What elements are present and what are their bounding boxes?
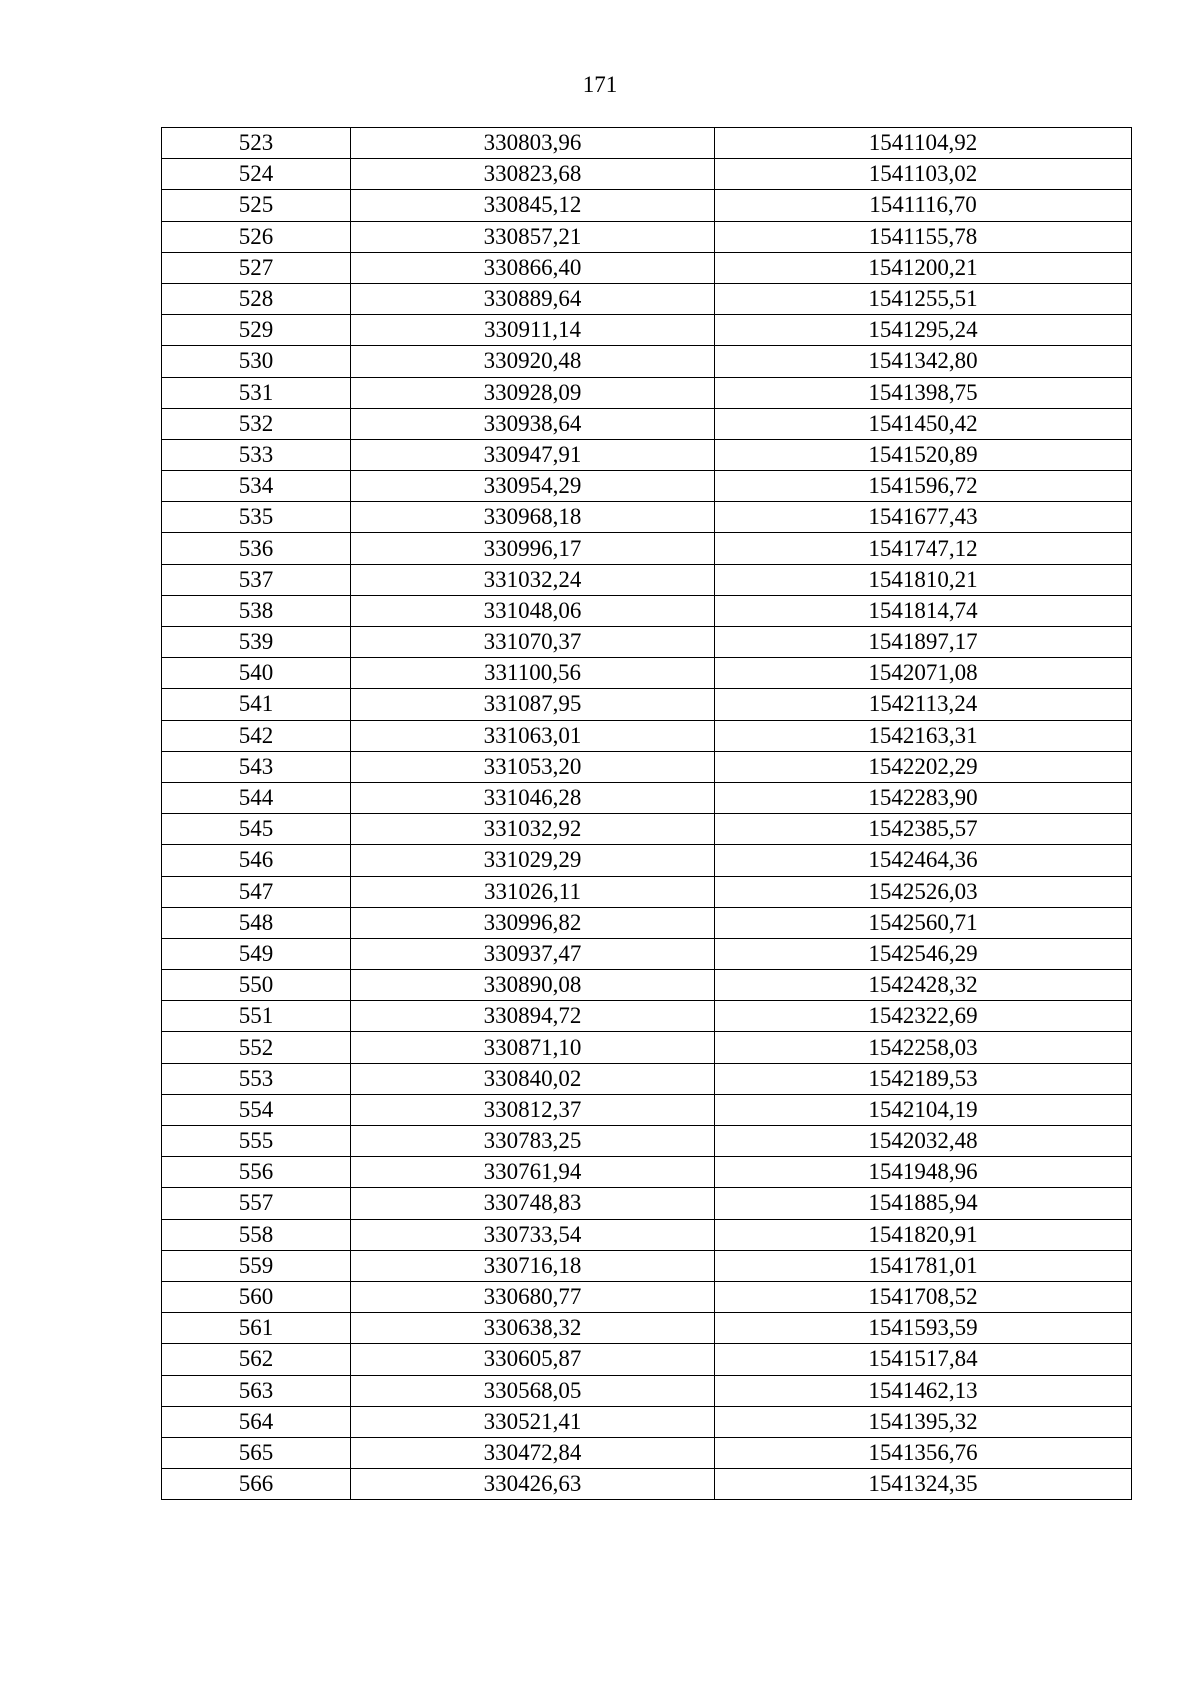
point-number-cell: 536: [162, 533, 351, 564]
table-row: [162, 1063, 1132, 1094]
y-coordinate-cell: 1541747,12: [715, 533, 1132, 564]
y-coordinate-cell: 1542189,53: [715, 1063, 1132, 1094]
x-coordinate-cell: 330812,37: [351, 1094, 715, 1125]
x-coordinate-cell: 330857,21: [351, 221, 715, 252]
point-number-cell: 548: [162, 907, 351, 938]
y-coordinate-cell: 1541104,92: [715, 128, 1132, 159]
x-coordinate-cell: 331053,20: [351, 751, 715, 782]
point-number-cell: 540: [162, 658, 351, 689]
point-number-cell: 554: [162, 1094, 351, 1125]
table-row: [162, 408, 1132, 439]
y-coordinate-cell: 1541103,02: [715, 159, 1132, 190]
y-coordinate-cell: 1542071,08: [715, 658, 1132, 689]
y-coordinate-cell: 1541155,78: [715, 221, 1132, 252]
y-coordinate-cell: 1542163,31: [715, 720, 1132, 751]
y-coordinate-cell: 1541810,21: [715, 564, 1132, 595]
table-row: [162, 595, 1132, 626]
table-row: [162, 1157, 1132, 1188]
y-coordinate-cell: 1541295,24: [715, 315, 1132, 346]
x-coordinate-cell: 331029,29: [351, 845, 715, 876]
y-coordinate-cell: 1541395,32: [715, 1406, 1132, 1437]
point-number-cell: 560: [162, 1281, 351, 1312]
table-row: [162, 814, 1132, 845]
x-coordinate-cell: 331026,11: [351, 876, 715, 907]
x-coordinate-cell: 331032,92: [351, 814, 715, 845]
y-coordinate-cell: 1541948,96: [715, 1157, 1132, 1188]
table-row: [162, 1313, 1132, 1344]
table-row: [162, 377, 1132, 408]
table-row: [162, 876, 1132, 907]
x-coordinate-cell: 330947,91: [351, 439, 715, 470]
y-coordinate-cell: 1542104,19: [715, 1094, 1132, 1125]
x-coordinate-cell: 330605,87: [351, 1344, 715, 1375]
y-coordinate-cell: 1542032,48: [715, 1126, 1132, 1157]
point-number-cell: 529: [162, 315, 351, 346]
point-number-cell: 564: [162, 1406, 351, 1437]
x-coordinate-cell: 330996,82: [351, 907, 715, 938]
x-coordinate-cell: 330716,18: [351, 1250, 715, 1281]
x-coordinate-cell: 330748,83: [351, 1188, 715, 1219]
x-coordinate-cell: 330889,64: [351, 283, 715, 314]
table-row: [162, 315, 1132, 346]
x-coordinate-cell: 331063,01: [351, 720, 715, 751]
x-coordinate-cell: 331087,95: [351, 689, 715, 720]
y-coordinate-cell: 1541324,35: [715, 1469, 1132, 1500]
point-number-cell: 566: [162, 1469, 351, 1500]
table-row: [162, 190, 1132, 221]
x-coordinate-cell: 331046,28: [351, 782, 715, 813]
table-row: [162, 159, 1132, 190]
point-number-cell: 533: [162, 439, 351, 470]
x-coordinate-cell: 330938,64: [351, 408, 715, 439]
x-coordinate-cell: 330680,77: [351, 1281, 715, 1312]
point-number-cell: 537: [162, 564, 351, 595]
y-coordinate-cell: 1541593,59: [715, 1313, 1132, 1344]
x-coordinate-cell: 330968,18: [351, 502, 715, 533]
point-number-cell: 555: [162, 1126, 351, 1157]
table-row: [162, 658, 1132, 689]
point-number-cell: 527: [162, 252, 351, 283]
y-coordinate-cell: 1541814,74: [715, 595, 1132, 626]
point-number-cell: 526: [162, 221, 351, 252]
x-coordinate-cell: 330840,02: [351, 1063, 715, 1094]
y-coordinate-cell: 1542464,36: [715, 845, 1132, 876]
y-coordinate-cell: 1541517,84: [715, 1344, 1132, 1375]
y-coordinate-cell: 1542546,29: [715, 938, 1132, 969]
table-row: [162, 907, 1132, 938]
table-row: [162, 1250, 1132, 1281]
table-row: [162, 1469, 1132, 1500]
y-coordinate-cell: 1541356,76: [715, 1437, 1132, 1468]
y-coordinate-cell: 1541520,89: [715, 439, 1132, 470]
table-row: [162, 128, 1132, 159]
point-number-cell: 552: [162, 1032, 351, 1063]
point-number-cell: 535: [162, 502, 351, 533]
table-row: [162, 627, 1132, 658]
point-number-cell: 525: [162, 190, 351, 221]
table-row: [162, 502, 1132, 533]
x-coordinate-cell: 330472,84: [351, 1437, 715, 1468]
table-row: [162, 564, 1132, 595]
x-coordinate-cell: 330733,54: [351, 1219, 715, 1250]
y-coordinate-cell: 1542526,03: [715, 876, 1132, 907]
point-number-cell: 530: [162, 346, 351, 377]
point-number-cell: 565: [162, 1437, 351, 1468]
y-coordinate-cell: 1541116,70: [715, 190, 1132, 221]
point-number-cell: 523: [162, 128, 351, 159]
point-number-cell: 558: [162, 1219, 351, 1250]
x-coordinate-cell: 330890,08: [351, 970, 715, 1001]
point-number-cell: 539: [162, 627, 351, 658]
point-number-cell: 547: [162, 876, 351, 907]
point-number-cell: 542: [162, 720, 351, 751]
x-coordinate-cell: 331048,06: [351, 595, 715, 626]
x-coordinate-cell: 330996,17: [351, 533, 715, 564]
y-coordinate-cell: 1541398,75: [715, 377, 1132, 408]
table-row: [162, 1126, 1132, 1157]
table-row: [162, 346, 1132, 377]
point-number-cell: 545: [162, 814, 351, 845]
y-coordinate-cell: 1541885,94: [715, 1188, 1132, 1219]
table-row: [162, 1281, 1132, 1312]
point-number-cell: 561: [162, 1313, 351, 1344]
point-number-cell: 531: [162, 377, 351, 408]
table-row: [162, 938, 1132, 969]
coordinates-table: [161, 127, 1132, 1500]
x-coordinate-cell: 330803,96: [351, 128, 715, 159]
point-number-cell: 563: [162, 1375, 351, 1406]
y-coordinate-cell: 1542113,24: [715, 689, 1132, 720]
point-number-cell: 543: [162, 751, 351, 782]
x-coordinate-cell: 331070,37: [351, 627, 715, 658]
y-coordinate-cell: 1541781,01: [715, 1250, 1132, 1281]
y-coordinate-cell: 1542560,71: [715, 907, 1132, 938]
point-number-cell: 553: [162, 1063, 351, 1094]
x-coordinate-cell: 330783,25: [351, 1126, 715, 1157]
table-row: [162, 283, 1132, 314]
x-coordinate-cell: 330920,48: [351, 346, 715, 377]
table-row: [162, 1406, 1132, 1437]
point-number-cell: 557: [162, 1188, 351, 1219]
point-number-cell: 549: [162, 938, 351, 969]
x-coordinate-cell: 330426,63: [351, 1469, 715, 1500]
point-number-cell: 546: [162, 845, 351, 876]
table-row: [162, 1001, 1132, 1032]
y-coordinate-cell: 1541820,91: [715, 1219, 1132, 1250]
y-coordinate-cell: 1541708,52: [715, 1281, 1132, 1312]
point-number-cell: 556: [162, 1157, 351, 1188]
table-row: [162, 1094, 1132, 1125]
x-coordinate-cell: 330928,09: [351, 377, 715, 408]
table-row: [162, 751, 1132, 782]
x-coordinate-cell: 330568,05: [351, 1375, 715, 1406]
x-coordinate-cell: 330911,14: [351, 315, 715, 346]
point-number-cell: 534: [162, 471, 351, 502]
x-coordinate-cell: 330871,10: [351, 1032, 715, 1063]
table-row: [162, 1219, 1132, 1250]
y-coordinate-cell: 1541897,17: [715, 627, 1132, 658]
table-row: [162, 533, 1132, 564]
y-coordinate-cell: 1541462,13: [715, 1375, 1132, 1406]
point-number-cell: 562: [162, 1344, 351, 1375]
point-number-cell: 528: [162, 283, 351, 314]
table-row: [162, 1375, 1132, 1406]
y-coordinate-cell: 1541342,80: [715, 346, 1132, 377]
x-coordinate-cell: 330761,94: [351, 1157, 715, 1188]
point-number-cell: 532: [162, 408, 351, 439]
x-coordinate-cell: 330954,29: [351, 471, 715, 502]
y-coordinate-cell: 1542283,90: [715, 782, 1132, 813]
x-coordinate-cell: 330937,47: [351, 938, 715, 969]
x-coordinate-cell: 331032,24: [351, 564, 715, 595]
x-coordinate-cell: 330638,32: [351, 1313, 715, 1344]
point-number-cell: 541: [162, 689, 351, 720]
y-coordinate-cell: 1542202,29: [715, 751, 1132, 782]
y-coordinate-cell: 1541255,51: [715, 283, 1132, 314]
point-number-cell: 550: [162, 970, 351, 1001]
table-row: [162, 782, 1132, 813]
page-number: 171: [582, 72, 618, 97]
point-number-cell: 559: [162, 1250, 351, 1281]
x-coordinate-cell: 330521,41: [351, 1406, 715, 1437]
table-row: [162, 1188, 1132, 1219]
table-row: [162, 720, 1132, 751]
y-coordinate-cell: 1541677,43: [715, 502, 1132, 533]
x-coordinate-cell: 330823,68: [351, 159, 715, 190]
table-row: [162, 471, 1132, 502]
table-row: [162, 845, 1132, 876]
x-coordinate-cell: 331100,56: [351, 658, 715, 689]
point-number-cell: 538: [162, 595, 351, 626]
point-number-cell: 551: [162, 1001, 351, 1032]
table-row: [162, 689, 1132, 720]
table-row: [162, 970, 1132, 1001]
point-number-cell: 544: [162, 782, 351, 813]
coordinates-table-body: [162, 128, 1132, 1500]
table-row: [162, 1344, 1132, 1375]
table-row: [162, 1032, 1132, 1063]
x-coordinate-cell: 330866,40: [351, 252, 715, 283]
y-coordinate-cell: 1542322,69: [715, 1001, 1132, 1032]
y-coordinate-cell: 1542258,03: [715, 1032, 1132, 1063]
table-row: [162, 252, 1132, 283]
point-number-cell: 524: [162, 159, 351, 190]
x-coordinate-cell: 330894,72: [351, 1001, 715, 1032]
table-row: [162, 1437, 1132, 1468]
y-coordinate-cell: 1541200,21: [715, 252, 1132, 283]
table-row: [162, 221, 1132, 252]
y-coordinate-cell: 1542385,57: [715, 814, 1132, 845]
table-row: [162, 439, 1132, 470]
y-coordinate-cell: 1541450,42: [715, 408, 1132, 439]
x-coordinate-cell: 330845,12: [351, 190, 715, 221]
y-coordinate-cell: 1542428,32: [715, 970, 1132, 1001]
y-coordinate-cell: 1541596,72: [715, 471, 1132, 502]
